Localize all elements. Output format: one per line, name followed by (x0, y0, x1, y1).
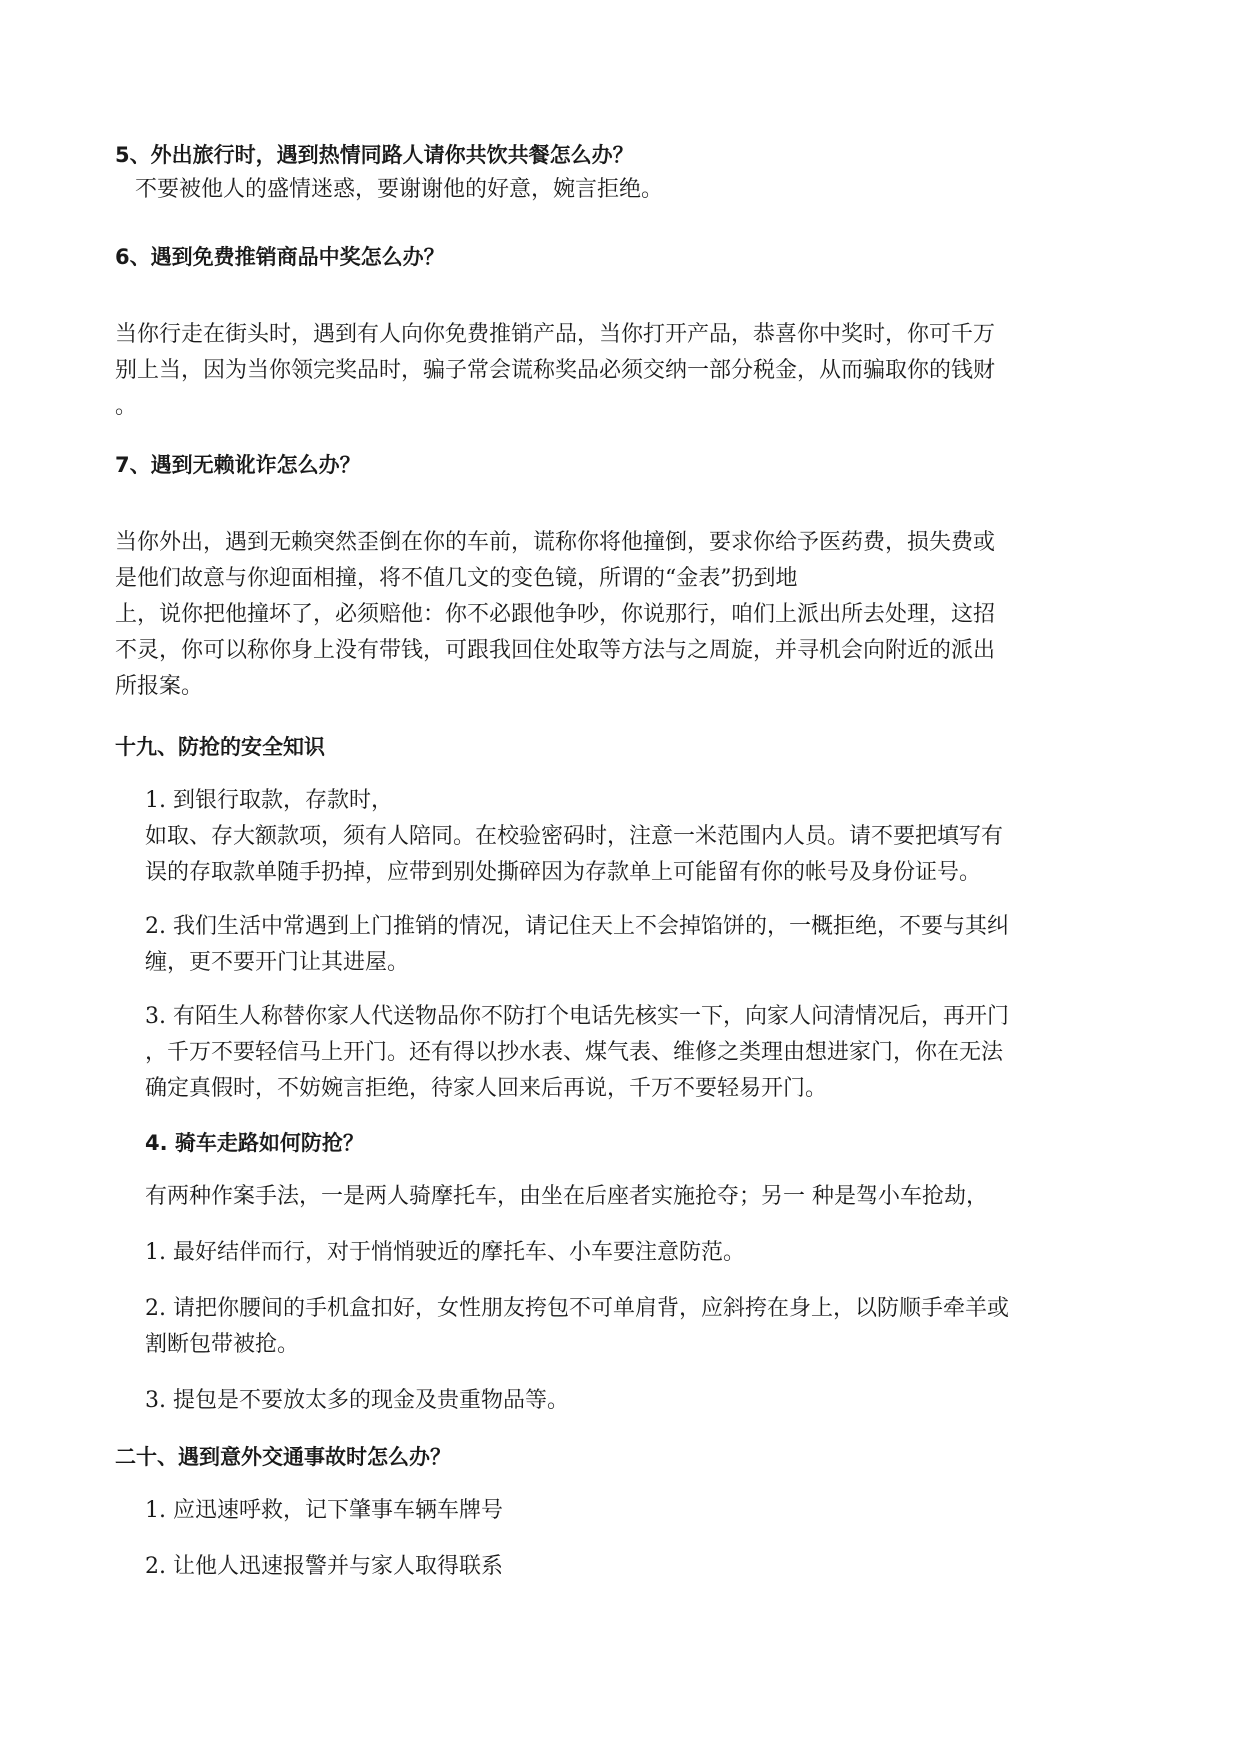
q6-answer-line-2: 别上当，因为当你领完奖品时，骗子常会谎称奖品必须交纳一部分税金，从而骗取你的钱财 (115, 358, 996, 383)
section-19-heading: 十九、防抢的安全知识 (115, 735, 325, 759)
q6-answer-line-1: 当你行走在街头时，遇到有人向你免费推销产品，当你打开产品，恭喜你中奖时，你可千万 (115, 322, 996, 347)
s20-item1: 1. 应迅速呼救，记下肇事车辆车牌号 (145, 1498, 503, 1523)
s19-item1-line-2: 如取、存大额款项，须有人陪同。在校验密码时，注意一米范围内人员。请不要把填写有 (145, 824, 1004, 849)
s19-sub4-item2-line-1: 2. 请把你腰间的手机盒扣好，女性朋友挎包不可单肩背，应斜挎在身上，以防顺手牵羊或 (145, 1296, 1009, 1321)
s19-sub4-intro: 有两种作案手法，一是两人骑摩托车，由坐在后座者实施抢夺；另一 种是驾小车抢劫， (145, 1184, 988, 1209)
q7-answer-line-4: 不灵，你可以称你身上没有带钱，可跟我回住处取等方法与之周旋，并寻机会向附近的派出 (115, 638, 996, 663)
q6-answer-line-3: 。 (115, 394, 138, 419)
s19-sub4-item3: 3. 提包是不要放太多的现金及贵重物品等。 (145, 1388, 569, 1413)
s20-item2: 2. 让他人迅速报警并与家人取得联系 (145, 1554, 503, 1579)
s19-item2-line-2: 缠，更不要开门让其进屋。 (145, 950, 410, 975)
s19-item3-line-3: 确定真假时，不妨婉言拒绝，待家人回来后再说，千万不要轻易开门。 (145, 1076, 828, 1101)
s19-sub4-item2-line-2: 割断包带被抢。 (145, 1332, 300, 1357)
q5-heading: 5、外出旅行时，遇到热情同路人请你共饮共餐怎么办？ (115, 143, 634, 167)
q5-answer: 不要被他人的盛情迷惑，要谢谢他的好意，婉言拒绝。 (135, 177, 664, 202)
s19-item1-line-3: 误的存取款单随手扔掉，应带到别处撕碎因为存款单上可能留有你的帐号及身份证号。 (145, 860, 982, 885)
section-20-heading: 二十、遇到意外交通事故时怎么办？ (115, 1445, 451, 1469)
q7-heading: 7、遇到无赖讹诈怎么办？ (115, 453, 361, 477)
s19-sub4-heading: 4. 骑车走路如何防抢？ (145, 1131, 364, 1155)
s19-item1-line-1: 1. 到银行取款，存款时， (145, 788, 393, 813)
q7-answer-line-5: 所报案。 (115, 674, 204, 699)
s19-item2-line-1: 2. 我们生活中常遇到上门推销的情况，请记住天上不会掉馅饼的，一概拒绝，不要与其纠 (145, 914, 1009, 939)
q7-answer-line-3: 上，说你把他撞坏了，必须赔他：你不必跟他争吵，你说那行，咱们上派出所去处理，这招 (115, 602, 996, 627)
q6-heading: 6、遇到免费推销商品中奖怎么办？ (115, 245, 445, 269)
s19-item3-line-1: 3. 有陌生人称替你家人代送物品你不防打个电话先核实一下，向家人问清情况后，再开门 (145, 1004, 1009, 1029)
q7-answer-line-1: 当你外出，遇到无赖突然歪倒在你的车前，谎称你将他撞倒，要求你给予医药费，损失费或 (115, 530, 996, 555)
s19-sub4-item1: 1. 最好结伴而行，对于悄悄驶近的摩托车、小车要注意防范。 (145, 1240, 745, 1265)
q7-answer-line-2: 是他们故意与你迎面相撞，将不值几文的变色镜，所谓的“金表”扔到地 (115, 566, 798, 591)
s19-item3-line-2: ，千万不要轻信马上开门。还有得以抄水表、煤气表、维修之类理由想进家门，你在无法 (145, 1040, 1004, 1065)
